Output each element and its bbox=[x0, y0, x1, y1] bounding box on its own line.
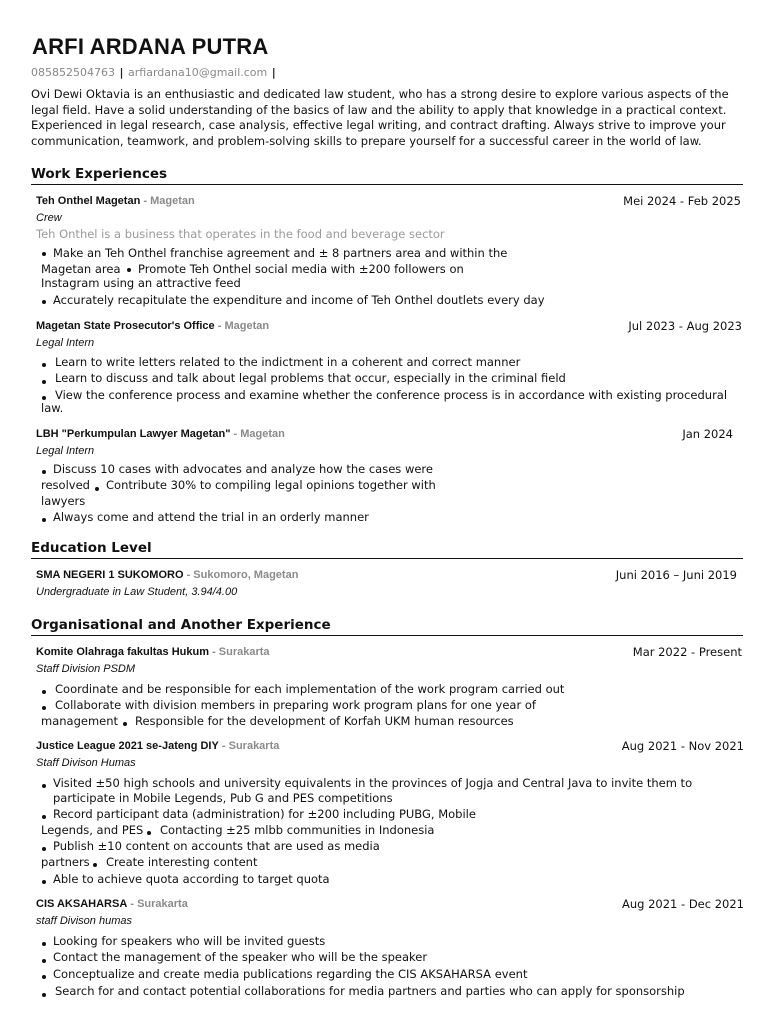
entry-header bbox=[36, 740, 279, 753]
organisation-location: Magetan bbox=[224, 320, 270, 332]
bullet-text: Looking for speakers who will be invited guests bbox=[53, 934, 326, 948]
entry-date: Jan 2024 bbox=[682, 427, 733, 441]
bullet-icon bbox=[42, 784, 46, 788]
bullet-text-continued: lawyers bbox=[41, 494, 86, 508]
location-separator: - bbox=[130, 898, 138, 910]
location-separator: - bbox=[221, 740, 229, 752]
bullet-icon bbox=[42, 959, 46, 963]
bullet-text: Learn to discuss and talk about legal problems that occur, especially in the criminal field bbox=[55, 371, 566, 385]
organisation-name: CIS AKSAHARSA bbox=[36, 898, 128, 910]
bullet-text-continued: Legends, and PES bbox=[41, 823, 144, 837]
school-location: Sukomoro, Magetan bbox=[193, 569, 299, 581]
section-divider bbox=[31, 184, 743, 185]
bullet-text-continued: Magetan area bbox=[41, 262, 121, 276]
bullet-text: Contacting ±25 mlbb communities in Indonesia bbox=[160, 823, 435, 837]
organisation-name: Magetan State Prosecutor's Office bbox=[36, 320, 215, 332]
contact-separator: | bbox=[119, 66, 124, 79]
entry-role: Undergraduate in Law Student, 3.94/4.00 bbox=[36, 586, 238, 598]
entry-header bbox=[36, 569, 298, 582]
bullet-icon bbox=[42, 690, 46, 694]
bullet-icon bbox=[42, 252, 46, 256]
bullet-text: Visited ±50 high schools and university equivalents in the provinces of Jogja and Central Java to invite them to bbox=[53, 776, 693, 790]
bullet-text-continued: Instagram using an attractive feed bbox=[41, 276, 241, 290]
bullet-text: Promote Teh Onthel social media with ±200 followers on bbox=[138, 262, 464, 276]
organisation-name: LBH "Perkumpulan Lawyer Magetan" bbox=[36, 428, 231, 440]
organisation-location: Magetan bbox=[150, 195, 195, 207]
entry-date: Aug 2021 - Dec 2021 bbox=[621, 897, 744, 911]
bullet-icon bbox=[42, 470, 46, 474]
entry-role: Crew bbox=[36, 212, 62, 224]
contact-line bbox=[31, 66, 277, 79]
bullet-icon bbox=[147, 831, 151, 835]
profile-summary: Ovi Dewi Oktavia is an enthusiastic and dedicated law student, who has a strong desire to explore various aspects of the legal field. Have a solid understanding of the basics of law and the ability to apply that knowledge in a practical context. Experienced in legal research, case analysis, effective legal writing, and contract drafting. Always strive to improve your communication, teamwork, and problem-solving skills to prepare yourself for a successful career in the world of law. bbox=[31, 87, 729, 148]
section-title-work: Work Experiences bbox=[31, 166, 168, 182]
entry-role: Staff Division PSDM bbox=[36, 663, 136, 675]
bullet-text: Conceptualize and create media publications regarding the CIS AKSAHARSA event bbox=[53, 967, 528, 981]
bullet-text: View the conference process and examine whether the conference process is in accordance with existing procedural bbox=[55, 388, 728, 402]
location-separator: - bbox=[143, 195, 151, 207]
section-title-education: Education Level bbox=[31, 540, 152, 556]
bullet-icon bbox=[42, 300, 46, 304]
entry-header bbox=[36, 428, 285, 441]
location-separator: - bbox=[212, 646, 219, 658]
email-address: arfiardana10@gmail.com bbox=[128, 66, 268, 79]
bullet-text: Make an Teh Onthel franchise agreement and ± 8 partners area and within the bbox=[53, 246, 508, 260]
section-divider bbox=[31, 558, 743, 559]
organisation-name: Komite Olahraga fakultas Hukum bbox=[36, 646, 209, 658]
bullet-text-continued: participate in Mobile Legends, Pub G and PES competitions bbox=[53, 791, 393, 805]
bullet-icon bbox=[123, 722, 127, 726]
location-separator: - bbox=[217, 320, 225, 332]
bullet-text: Record participant data (administration) for ±200 including PUBG, Mobile bbox=[53, 807, 476, 821]
entry-date: Aug 2021 - Nov 2021 bbox=[621, 739, 744, 753]
bullet-text: Learn to write letters related to the indictment in a coherent and correct manner bbox=[55, 355, 521, 369]
bullet-text: Able to achieve quota according to target quota bbox=[53, 872, 330, 886]
bullet-text: Responsible for the development of Korfah UKM human resources bbox=[135, 714, 514, 728]
bullet-icon bbox=[93, 863, 97, 867]
bullet-icon bbox=[42, 518, 46, 522]
entry-header bbox=[36, 646, 270, 659]
entry-role: staff Divison humas bbox=[36, 915, 132, 927]
organisation-location: Surakarta bbox=[137, 898, 188, 910]
bullet-text: Always come and attend the trial in an orderly manner bbox=[53, 510, 369, 524]
school-name: SMA NEGERI 1 SUKOMORO bbox=[36, 569, 184, 581]
bullet-icon bbox=[42, 363, 46, 367]
entry-description: Teh Onthel is a business that operates in the food and beverage sector bbox=[36, 227, 445, 241]
bullet-icon bbox=[127, 268, 131, 272]
bullet-icon bbox=[42, 942, 46, 946]
bullet-icon bbox=[42, 993, 46, 997]
bullet-icon bbox=[42, 706, 46, 710]
entry-header bbox=[36, 320, 269, 333]
entry-header bbox=[36, 195, 195, 208]
bullet-icon bbox=[42, 380, 46, 384]
entry-role: Legal Intern bbox=[36, 337, 95, 349]
entry-date: Mei 2024 - Feb 2025 bbox=[623, 194, 741, 208]
bullet-text: Coordinate and be responsible for each implementation of the work program carried out bbox=[55, 682, 565, 696]
bullet-icon bbox=[42, 975, 46, 979]
section-title-organisation: Organisational and Another Experience bbox=[31, 617, 331, 633]
location-separator: - bbox=[186, 569, 194, 581]
entry-date: Juni 2016 – Juni 2019 bbox=[615, 568, 737, 582]
bullet-text: Publish ±10 content on accounts that are used as media bbox=[53, 839, 380, 853]
section-divider bbox=[31, 635, 743, 636]
resume-name: ARFI ARDANA PUTRA bbox=[32, 34, 269, 59]
phone-number: 085852504763 bbox=[31, 66, 115, 79]
bullet-text: Collaborate with division members in preparing work program plans for one year of bbox=[55, 698, 536, 712]
bullet-icon bbox=[42, 880, 46, 884]
bullet-text-continued: resolved bbox=[41, 478, 90, 492]
bullet-text-continued: law. bbox=[41, 401, 64, 415]
bullet-icon bbox=[95, 487, 99, 491]
entry-role: Staff Divison Humas bbox=[36, 757, 136, 769]
organisation-name: Teh Onthel Magetan bbox=[36, 195, 141, 207]
entry-role: Legal Intern bbox=[36, 445, 95, 457]
bullet-text: Contact the management of the speaker who will be the speaker bbox=[53, 950, 428, 964]
organisation-name: Justice League 2021 se-Jateng DIY bbox=[36, 740, 219, 752]
bullet-text-continued: partners bbox=[41, 855, 90, 869]
contact-separator: | bbox=[271, 66, 276, 79]
bullet-text: Create interesting content bbox=[106, 855, 258, 869]
bullet-text: Contribute 30% to compiling legal opinions together with bbox=[106, 478, 436, 492]
bullet-icon bbox=[42, 396, 46, 400]
bullet-text: Discuss 10 cases with advocates and analyze how the cases were bbox=[53, 462, 433, 476]
organisation-location: Surakarta bbox=[228, 740, 280, 752]
entry-date: Mar 2022 - Present bbox=[632, 645, 742, 659]
entry-header bbox=[36, 898, 188, 911]
bullet-text-continued: management bbox=[41, 714, 119, 728]
bullet-text: Accurately recapitulate the expenditure and income of Teh Onthel doutlets every day bbox=[53, 293, 545, 307]
bullet-icon bbox=[42, 815, 46, 819]
organisation-location: Magetan bbox=[240, 428, 285, 440]
entry-date: Jul 2023 - Aug 2023 bbox=[628, 319, 742, 333]
location-separator: - bbox=[233, 428, 241, 440]
bullet-text: Search for and contact potential collaborations for media partners and parties who can apply for sponsorship bbox=[55, 984, 685, 998]
bullet-icon bbox=[42, 847, 46, 851]
organisation-location: Surakarta bbox=[218, 646, 270, 658]
